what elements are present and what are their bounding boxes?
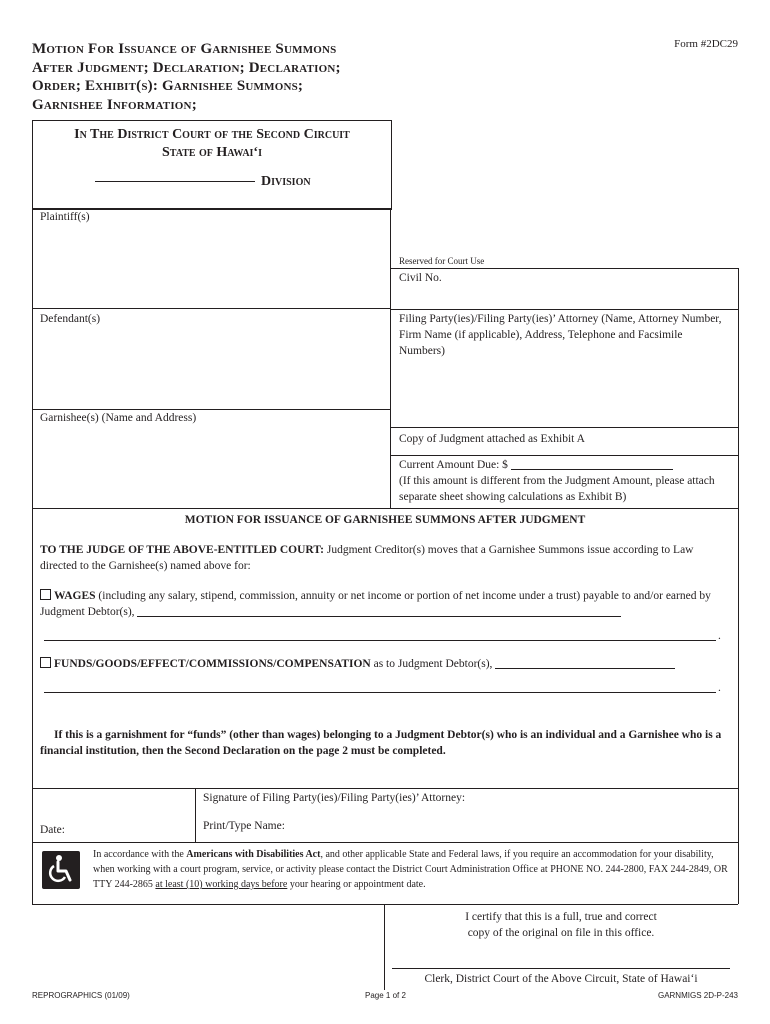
to-judge-text: Judgment Creditor(s) moves that a Garnishee Summons issue according to Law directed to the Garnishee(s) named above for: (40, 544, 694, 572)
court-name: In The District Court of the Second Circuit (74, 127, 350, 142)
divider (32, 842, 738, 843)
divider (32, 904, 738, 905)
current-amount-block (399, 457, 731, 505)
garnishee-label: Garnishee(s) (Name and Address) (40, 412, 197, 424)
plaintiff-label: Plaintiff(s) (40, 211, 90, 223)
funds-checkbox[interactable] (40, 657, 51, 668)
funds-text: as to Judgment Debtor(s), (370, 658, 493, 670)
footer-right: GARNMIGS 2D-P-243 (657, 991, 738, 1000)
divider (32, 788, 738, 789)
right-border (738, 268, 739, 904)
ada-underlined: at least (10) working days before (155, 879, 288, 890)
ada-bold: Americans with Disabilities Act (186, 849, 321, 860)
ada-text: your hearing or appointment date. (287, 879, 426, 890)
clerk-signature-line[interactable] (392, 968, 730, 969)
division-blank[interactable] (95, 181, 255, 182)
date-label: Date: (40, 824, 65, 836)
divider (32, 409, 390, 410)
divider (32, 208, 390, 209)
ada-text: , and other applicable State and Federal laws, if you require an accommodation for your disability, when working with a court program, service, or activity please contact the District Court Administration Office at PHONE NO. 244-2800, FAX 244-2849, OR TTY 244-2865 (93, 849, 728, 890)
debtor-blank[interactable] (495, 668, 675, 669)
divider (390, 455, 738, 456)
defendant-label: Defendant(s) (40, 313, 101, 325)
signature-divider (195, 788, 196, 842)
filing-party-label: Filing Party(ies)/Filing Party(ies)’ Attorney (Name, Attorney Number, Firm Name (if applicable), Address, Telephone and Facsimile Numbers) (399, 313, 722, 357)
column-divider (390, 208, 391, 508)
reserved-label: Reserved for Court Use (399, 256, 485, 266)
fill-line[interactable] (44, 692, 716, 693)
form-number: Form #2DC29 (674, 38, 738, 50)
amount-note: (If this amount is different from the Judgment Amount, please attach separate sheet showing calculations as Exhibit B) (399, 475, 715, 503)
divider (32, 508, 738, 509)
form-title (32, 40, 452, 114)
amount-blank[interactable] (511, 469, 673, 470)
divider (390, 268, 738, 269)
fill-line[interactable] (44, 640, 716, 641)
ada-notice (93, 847, 733, 892)
period: . (718, 682, 721, 694)
wages-bold: WAGES (54, 590, 96, 602)
certify-line2: copy of the original on file in this office. (467, 927, 655, 939)
page-number: Page 1 of 2 (365, 991, 406, 1000)
division-line (95, 174, 311, 190)
copy-judgment-label: Copy of Judgment attached as Exhibit A (399, 433, 585, 445)
funds-bold: FUNDS/GOODS/EFFECT/COMMISSIONS/COMPENSATION (54, 658, 371, 670)
wages-paragraph (40, 588, 730, 620)
debtor-blank[interactable] (137, 616, 621, 617)
wages-text: (including any salary, stipend, commission, annuity or net income or portion of net income under a trust) payable to and/or earned by Judgment Debtor(s), (40, 590, 711, 618)
divider (390, 427, 738, 428)
wheelchair-icon (42, 851, 80, 889)
title-line: Garnishee Information; (32, 96, 197, 113)
wages-checkbox[interactable] (40, 589, 51, 600)
division-label: Division (261, 174, 311, 189)
current-amount-label: Current Amount Due: $ (399, 459, 508, 471)
title-line: After Judgment; Declaration; Declaration; (32, 59, 341, 76)
divider (390, 309, 738, 310)
period: . (718, 630, 721, 642)
print-name-label: Print/Type Name: (203, 820, 285, 832)
to-judge-paragraph (40, 542, 728, 574)
court-caption-box (32, 120, 392, 210)
clerk-label: Clerk, District Court of the Above Circuit, State of Hawai‘i (424, 973, 698, 985)
ada-text: In accordance with the (93, 849, 187, 860)
certify-line1: I certify that this is a full, true and correct (465, 911, 657, 923)
title-line: Motion For Issuance of Garnishee Summons (32, 41, 337, 57)
left-border (32, 208, 33, 904)
to-judge-bold: TO THE JUDGE OF THE ABOVE-ENTITLED COURT: (40, 544, 324, 556)
footer-left: REPROGRAPHICS (01/09) (32, 991, 130, 1000)
divider (32, 308, 390, 309)
civil-no-label: Civil No. (399, 272, 442, 284)
funds-paragraph (40, 656, 730, 672)
title-line: Order; Exhibit(s): Garnishee Summons; (32, 78, 304, 94)
court-state: State of Hawai‘i (162, 145, 262, 160)
signature-label: Signature of Filing Party(ies)/Filing Party(ies)’ Attorney: (203, 792, 466, 804)
second-declaration-note: If this is a garnishment for “funds” (other than wages) belonging to a Judgment Debtor(s) who is an individual and a Garnishee who is a financial institution, then the Second Declaration on the page 2 must be completed. (40, 729, 722, 757)
motion-heading: MOTION FOR ISSUANCE OF GARNISHEE SUMMONS AFTER JUDGMENT (184, 514, 586, 526)
